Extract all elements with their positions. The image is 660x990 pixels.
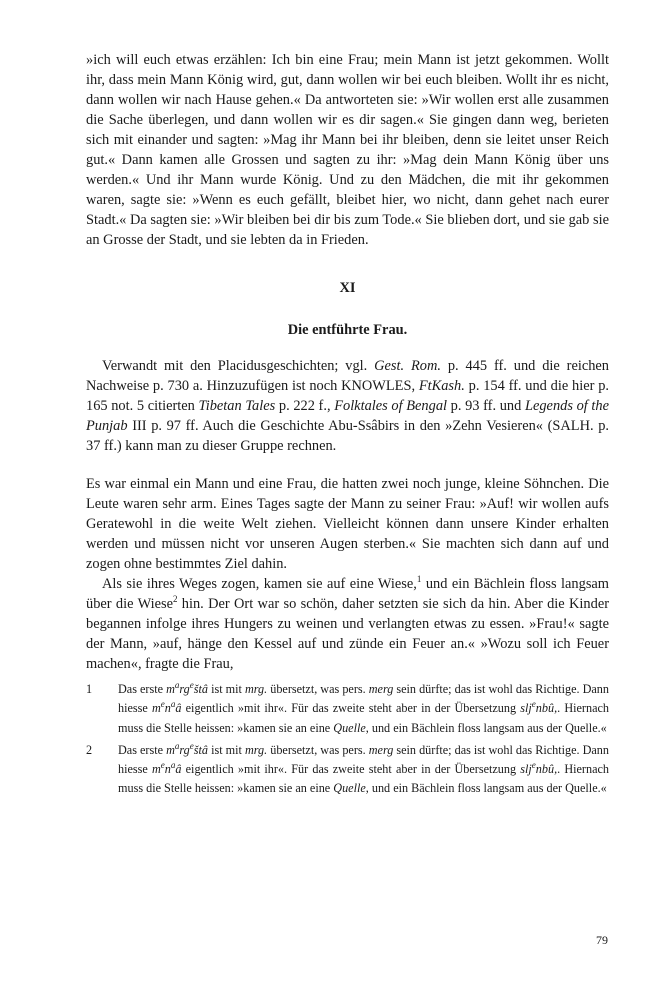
footnote-text: Das erste $m^arg^eštâ$ ist mit mrg. übersetzt, was pers. merg sein dürfte; das ist wohl das Richtige. Dann hiesse $m^en^aâ$ eigentlich »mit ihr«. Für das zweite steht aber in der Übersetzung slj$^e$nbû,. Hiernach muss die Stelle heissen: »kamen sie an eine Quelle, und ein Bächlein floss langsam aus der Quelle.« (118, 679, 609, 735)
story-paragraph-1: Es war einmal ein Mann und eine Frau, die hatten zwei noch junge, kleine Söhnchen. Die Leute waren sehr arm. Eines Tages sagte der Mann zu seiner Frau: »Auf! wir wollen aufs Geratewohl in die weite Welt ziehen. Vielleicht können dann unsere Kinder erhalten werden und müssen nicht vor unseren Augen sterben.« Sie machten sich dann auf und zogen ohne bestimmtes Ziel dahin. (86, 476, 609, 572)
intro-text: Verwandt mit den Placidusgeschichten; vgl. (102, 358, 375, 374)
intro-text: p. 445 ff. und die reichen Nachweise p. 730 a. Hinzuzufügen ist noch KNOWLES, (86, 358, 609, 394)
chapter-title: Die entführte Frau. (287, 322, 408, 338)
footnote-1 (86, 680, 609, 738)
intro-ref-folktales-bengal: Folktales of Bengal (334, 398, 448, 414)
intro-ref-tibetan-tales: Tibetan Tales (198, 398, 276, 414)
intro-text: p. 154 ff. und die hier p. 165 not. 5 citierten (86, 378, 609, 414)
footnote-ref-2[interactable]: 2 (172, 594, 178, 605)
footnotes (86, 680, 609, 799)
intro-text: p. 93 ff. und (447, 398, 525, 414)
footnote-text: Das erste $m^arg^eštâ$ ist mit mrg. übersetzt, was pers. merg sein dürfte; das ist wohl das Richtige. Dann hiesse $m^en^aâ$ eigentlich »mit ihr«. Für das zweite steht aber in der Übersetzung slj$^e$nbû,. Hiernach muss die Stelle heissen: »kamen sie an eine Quelle, und ein Bächlein floss langsam aus der Quelle.« (118, 740, 609, 796)
opening-paragraph: »ich will euch etwas erzählen: Ich bin eine Frau; mein Mann ist jetzt gekommen. Wollt ihr, dass mein Mann König wird, gut, dann wollen wir bei euch bleiben. Wollt ihr es nicht, dann wollen wir nach Hause gehen.« Da antworteten sie: »Wir wollen erst alle zusammen die Sache überlegen, und dann wollen wir es dir sagen.« Sie gingen dann weg, berieten sich mit einander und sagten: »Mag ihr Mann bei ihr bleiben, denn sie leitet unser Reich gut.« Dann kamen alle Grossen und sagten zu ihr: »Mag dein Mann König über uns werden.« Und ihr Mann wurde König. Und zu den Mädchen, die mit ihr gekommen waren, sagte sie: »Wenn es euch gefällt, bleibet hier, wo nicht, dann gehet nach eurer Stadt.« Da sagten sie: »Wir bleiben bei dir bis zum Tode.« Sie blieben dort, und sie gab sie an Grosse der Stadt, und sie lebten da in Frieden. (86, 52, 609, 248)
intro-ref-gest-rom: Gest. Rom. (374, 358, 441, 374)
page-number: 79 (596, 933, 608, 947)
story-text: und ein Bächlein floss langsam über die Wiese (86, 576, 609, 612)
intro-ref-legends-punjab: Legends of the Punjab (86, 398, 610, 434)
intro-paragraph (86, 356, 609, 456)
story-text: hin. Der Ort war so schön, daher setzten sie sich da hin. Aber die Kinder begannen infolge ihres Hungers zu weinen und verlangten etwas zu essen. »Frau!« sagte der Mann, »auf, hänge den Kessel auf und zünde ein Feuer an.« »Wozu soll ich Feuer machen«, fragte die Frau, (86, 596, 609, 672)
page-body (86, 50, 609, 802)
footnote-2 (86, 741, 609, 799)
intro-text: III p. 97 ff. Auch die Geschichte Abu-Ssâbirs in den »Zehn Vesieren« (SALH. p. 37 ff.) kann man zu dieser Gruppe rechnen. (86, 418, 609, 454)
footnote-ref-1[interactable]: 1 (416, 574, 422, 585)
footnote-number: 1 (86, 682, 93, 696)
story-paragraph-2 (86, 574, 609, 674)
footnote-number: 2 (86, 742, 93, 757)
story-text: Als sie ihres Weges zogen, kamen sie auf eine Wiese, (102, 576, 417, 592)
chapter-number: XI (339, 280, 356, 296)
intro-ref-ftkash: FtKash. (418, 378, 465, 394)
intro-text: p. 222 f., (275, 398, 335, 414)
